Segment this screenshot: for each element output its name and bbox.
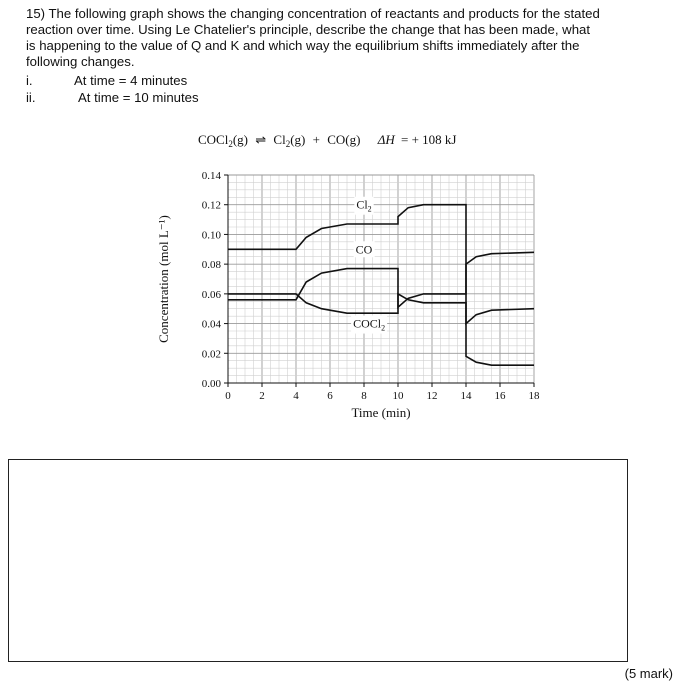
x-tick-label: 16 (494, 390, 506, 402)
x-axis-label: Time (min) (351, 405, 411, 420)
y-tick-label: 0.12 (201, 199, 221, 212)
x-tick-label: 2 (259, 390, 265, 402)
eq-reactant: COCl (198, 132, 229, 147)
part-i-number: i. (26, 73, 33, 88)
series-label: $Cl_2$ (356, 197, 372, 214)
eq-product2: CO(g) (327, 132, 361, 147)
x-tick-label: 10 (392, 390, 404, 402)
y-axis-label: Concentration (mol L⁻¹) (156, 215, 171, 343)
y-tick-label: 0.06 (201, 288, 221, 301)
marks-label: (5 mark) (624, 666, 673, 681)
eq-enthalpy-value: = + 108 kJ (400, 132, 457, 147)
y-tick-label: 0.02 (201, 348, 221, 361)
x-tick-label: 12 (426, 390, 438, 402)
y-tick-label: 0.14 (201, 170, 221, 182)
question-line: following changes. (26, 54, 135, 69)
x-tick-label: 8 (361, 390, 367, 402)
question-line: 15) The following graph shows the changing concentration of reactants and products for the stated (26, 6, 600, 21)
equation (198, 132, 456, 149)
eq-enthalpy-symbol: ΔH (377, 132, 395, 147)
series-label: CO (355, 242, 373, 257)
question-line: reaction over time. Using Le Chatelier's principle, describe the change that has been made, what (26, 22, 591, 37)
eq-arrow: ⇌ (255, 132, 267, 147)
part-i-text: At time = 4 minutes (74, 73, 188, 88)
answer-box[interactable] (8, 459, 628, 662)
part-ii-text: At time = 10 minutes (78, 90, 199, 105)
x-tick-label: 14 (460, 390, 472, 402)
series-label: COCl$_2$ (353, 316, 386, 333)
x-tick-label: 6 (327, 390, 333, 402)
eq-reactant-sub: 2 (228, 139, 233, 149)
y-tick-label: 0.00 (201, 378, 221, 390)
y-tick-label: 0.10 (201, 229, 221, 242)
x-tick-label: 18 (528, 390, 540, 402)
eq-product1-sub: 2 (285, 139, 291, 149)
part-ii-number: ii. (26, 90, 36, 105)
chart-grid (228, 175, 534, 383)
eq-reactant-state: (g) (232, 132, 249, 147)
eq-product1-state: (g) (290, 132, 306, 147)
question-line: is happening to the value of Q and K and which way the equilibrium shifts immediately after the (26, 38, 580, 53)
y-tick-label: 0.04 (201, 318, 221, 331)
eq-product1: Cl (273, 132, 286, 147)
eq-plus: + (312, 132, 320, 147)
x-tick-label: 4 (293, 390, 299, 402)
concentration-chart (150, 120, 570, 440)
x-tick-label: 0 (225, 390, 231, 402)
question-text (26, 6, 676, 70)
chart-svg (150, 120, 570, 440)
y-tick-label: 0.08 (201, 259, 221, 272)
